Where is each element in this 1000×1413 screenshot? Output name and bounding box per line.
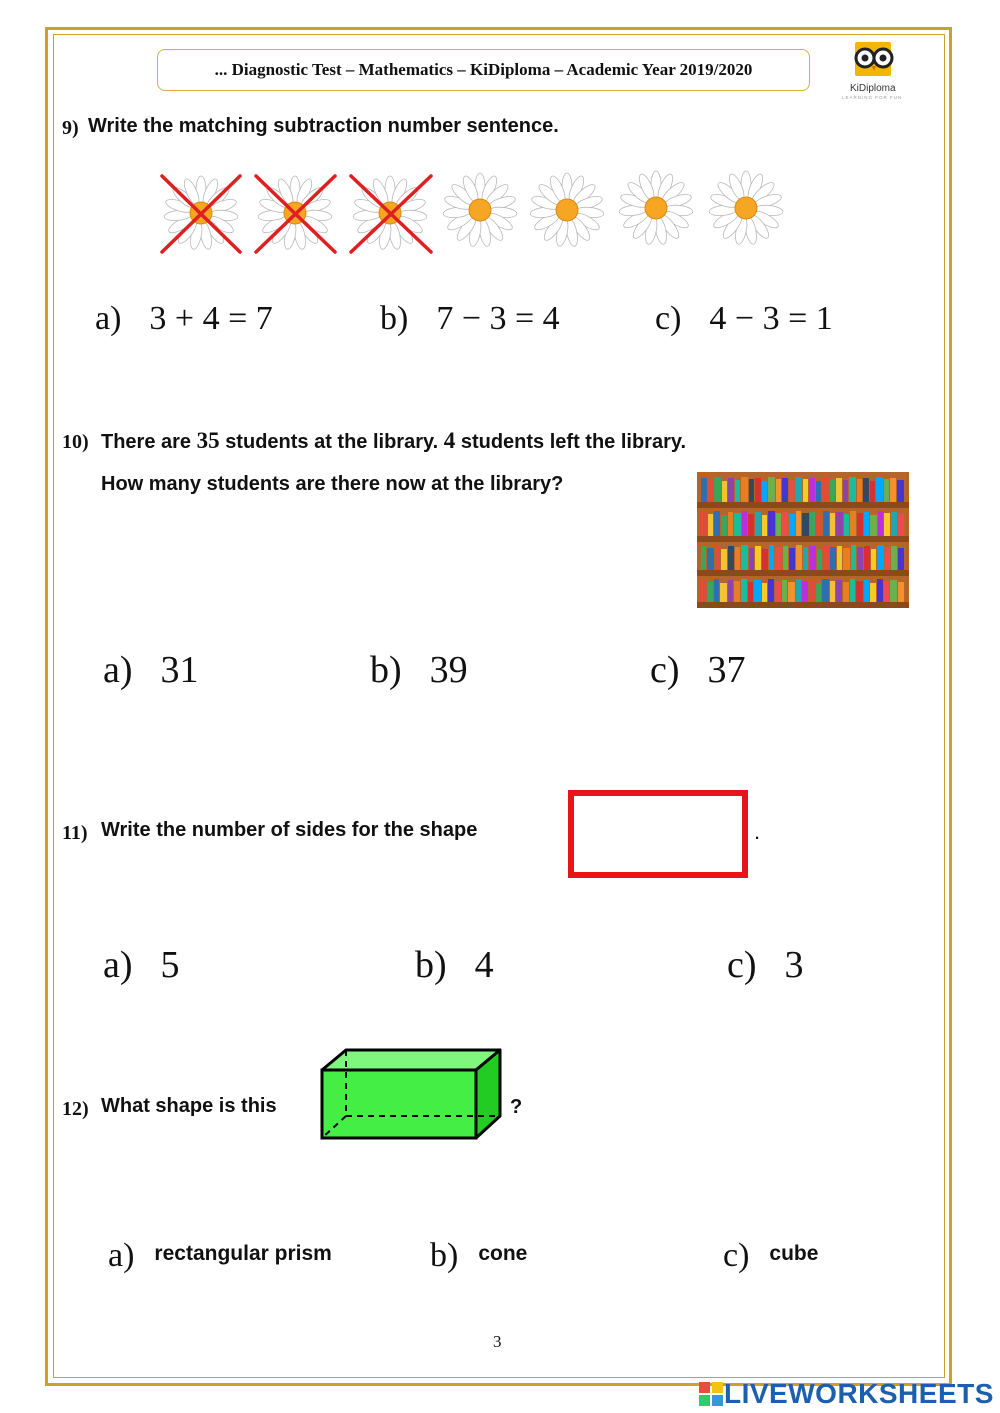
q12-option-a-letter: a) xyxy=(108,1237,135,1274)
q9-option-b-letter: b) xyxy=(380,300,409,337)
q10-text-2: students at the library. xyxy=(225,431,439,453)
rectangular-prism-shape xyxy=(318,1046,506,1142)
q10-option-a[interactable] xyxy=(103,648,199,692)
q12-option-a[interactable] xyxy=(108,1237,332,1275)
q9-option-c-letter: c) xyxy=(655,300,682,337)
q10-option-c[interactable] xyxy=(650,648,746,692)
question-10-number: 10) xyxy=(62,431,89,453)
q12-option-c-letter: c) xyxy=(723,1237,750,1274)
q9-option-c-text: 4 − 3 = 1 xyxy=(709,300,833,337)
flower-6 xyxy=(619,171,694,245)
q10-option-b[interactable] xyxy=(370,648,468,692)
q11-option-a-letter: a) xyxy=(103,944,133,986)
flower-7 xyxy=(709,171,784,245)
q11-option-a-text: 5 xyxy=(160,944,180,986)
flower-4 xyxy=(443,173,518,247)
q9-option-a-text: 3 + 4 = 7 xyxy=(149,300,273,337)
q11-option-c-letter: c) xyxy=(727,944,757,986)
logo-name: KiDiploma xyxy=(850,83,896,94)
q9-option-b-text: 7 − 3 = 4 xyxy=(436,300,560,337)
question-9-text: Write the matching subtraction number sentence. xyxy=(88,115,559,137)
question-11-number: 11) xyxy=(62,822,88,844)
q10-option-b-letter: b) xyxy=(370,649,402,691)
q12-option-b-text: cone xyxy=(478,1242,528,1265)
q11-option-b-letter: b) xyxy=(415,944,447,986)
page-number: 3 xyxy=(493,1332,502,1351)
liveworksheets-logo-icon xyxy=(698,1381,724,1407)
q11-option-c[interactable] xyxy=(727,943,804,987)
q10-option-b-text: 39 xyxy=(429,649,468,691)
q9-option-b[interactable] xyxy=(380,300,560,338)
q12-option-b-letter: b) xyxy=(430,1237,459,1274)
q10-text-1: There are xyxy=(101,431,192,453)
question-12-text: What shape is this xyxy=(101,1095,277,1117)
q9-option-c[interactable] xyxy=(655,300,833,338)
bookshelf-image xyxy=(697,472,909,608)
rectangle-shape xyxy=(568,790,748,878)
q11-option-b[interactable] xyxy=(415,943,494,987)
flower-5 xyxy=(530,173,605,247)
q12-option-a-text: rectangular prism xyxy=(154,1242,332,1265)
question-12-mark: ? xyxy=(510,1096,523,1118)
q12-option-c-text: cube xyxy=(769,1242,819,1265)
question-10-text-line2: How many students are there now at the library? xyxy=(101,473,564,495)
q12-option-b[interactable] xyxy=(430,1237,527,1275)
q10-option-a-letter: a) xyxy=(103,649,133,691)
q12-option-c[interactable] xyxy=(723,1237,818,1275)
question-10-text-line1 xyxy=(101,428,686,454)
question-11-period: . xyxy=(754,819,761,844)
q9-option-a[interactable] xyxy=(95,300,273,338)
daisy-flowers-group xyxy=(155,168,795,258)
liveworksheets-brand[interactable] xyxy=(698,1378,994,1410)
brand-name: LIVEWORKSHEETS xyxy=(724,1378,994,1409)
q11-option-a[interactable] xyxy=(103,943,180,987)
q10-option-c-letter: c) xyxy=(650,649,680,691)
q11-option-b-text: 4 xyxy=(474,944,494,986)
question-11-text: Write the number of sides for the shape xyxy=(101,819,478,841)
q10-option-a-text: 31 xyxy=(160,649,199,691)
q10-option-c-text: 37 xyxy=(707,649,746,691)
question-12-number: 12) xyxy=(62,1098,89,1120)
q10-text-3: students left the library. xyxy=(460,431,687,453)
q11-option-c-text: 3 xyxy=(784,944,804,986)
question-9-number: 9) xyxy=(62,117,79,139)
q10-number-1: 35 xyxy=(196,428,220,453)
logo-tagline: LEARNING FOR FUN xyxy=(842,95,903,100)
worksheet-header: ... Diagnostic Test – Mathematics – KiDiploma – Academic Year 2019/2020 xyxy=(157,49,810,91)
q9-option-a-letter: a) xyxy=(95,300,122,337)
q10-number-2: 4 xyxy=(443,428,456,453)
